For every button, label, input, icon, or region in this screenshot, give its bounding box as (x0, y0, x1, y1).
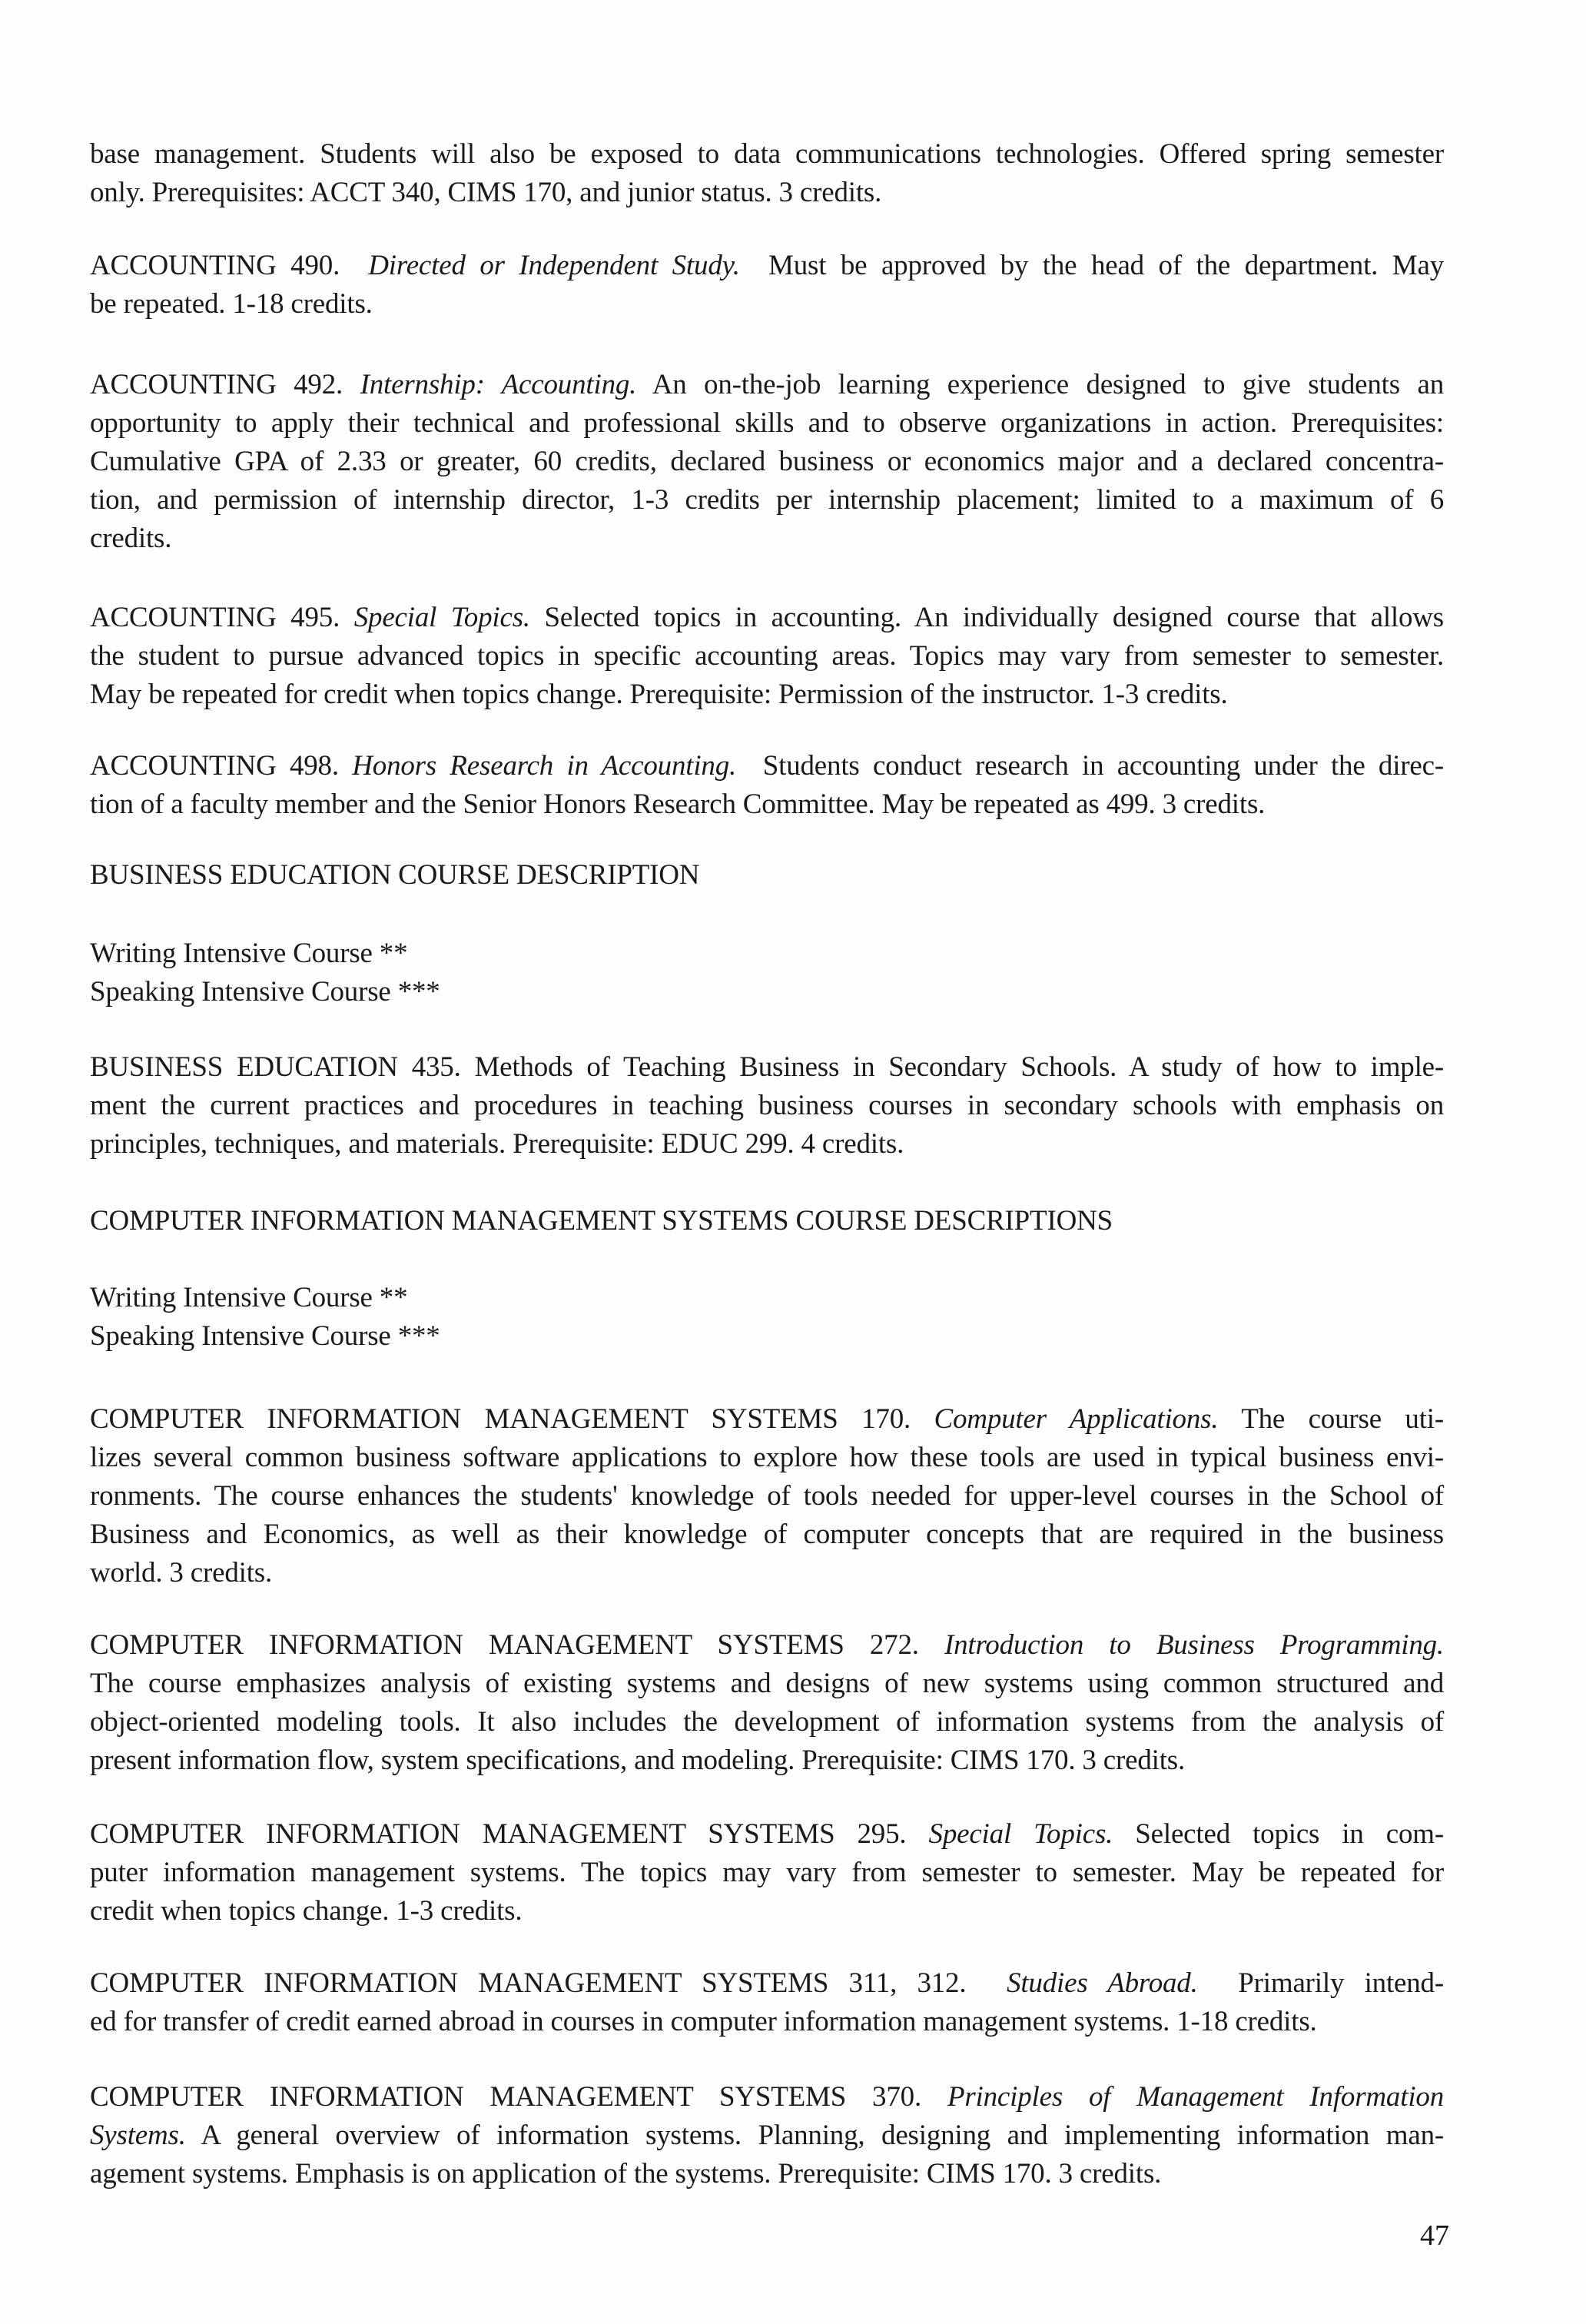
course-entry-cims-295 (90, 1815, 1444, 1931)
text-line: May be repeated for credit when topics change. Prerequisite: Permission of the instructor. 1-3 credits. (90, 679, 1228, 710)
text-line: be repeated. 1-18 credits. (90, 288, 373, 320)
course-title: Special Topics. (928, 1818, 1113, 1850)
text-line (90, 1048, 1444, 1087)
course-description: A study of how to imple- (1128, 1051, 1444, 1083)
text-line (90, 1400, 1444, 1439)
text-line: present information flow, system specifications, and modeling. Prerequisite: CIMS 170. 3 credits. (90, 1745, 1186, 1776)
text-line (90, 1964, 1444, 2003)
course-description: Must be approved by the head of the department. May (768, 250, 1444, 281)
course-code: BUSINESS EDUCATION 435. (90, 1051, 461, 1083)
text-line (90, 247, 1444, 285)
text-line: only. Prerequisites: ACCT 340, CIMS 170, and junior status. 3 credits. (90, 177, 882, 208)
course-title: Internship: Accounting. (360, 369, 637, 400)
course-entry-cims-311-312 (90, 1964, 1444, 2041)
text-line: The course emphasizes analysis of existing systems and designs of new systems using common structured and (90, 1668, 1444, 1699)
course-code: ACCOUNTING 492. (90, 369, 343, 400)
course-entry-cims-170 (90, 1400, 1444, 1592)
page-number: 47 (1420, 2219, 1449, 2252)
course-code: ACCOUNTING 498. (90, 750, 339, 782)
course-entry-acct-495 (90, 599, 1444, 714)
course-title: Directed or Independent Study. (368, 250, 740, 281)
course-title: Special Topics. (353, 602, 530, 633)
course-description: Selected topics in accounting. An individually designed course that allows (544, 602, 1445, 633)
text-line (90, 747, 1444, 785)
text-line (90, 1815, 1444, 1854)
text-line: tion, and permission of internship director, 1-3 credits per internship placement; limited to a maximum of 6 (90, 484, 1444, 516)
text-line (90, 599, 1444, 637)
course-entry-acct-498 (90, 747, 1444, 824)
legend-speaking-intensive: Speaking Intensive Course *** (90, 1320, 440, 1352)
course-code: COMPUTER INFORMATION MANAGEMENT SYSTEMS 370. (90, 2081, 921, 2113)
text-line: the student to pursue advanced topics in specific accounting areas. Topics may vary from semester to semester. (90, 640, 1444, 672)
course-title: Honors Research in Accounting. (352, 750, 737, 782)
text-line (90, 1626, 1444, 1665)
course-description: Selected topics in com- (1135, 1818, 1444, 1850)
section-heading-cims: COMPUTER INFORMATION MANAGEMENT SYSTEMS COURSE DESCRIPTIONS (90, 1205, 1113, 1237)
text-line: ronments. The course enhances the students' knowledge of tools needed for upper-level courses in the School of (90, 1480, 1444, 1512)
legend-writing-intensive: Writing Intensive Course ** (90, 938, 408, 969)
course-code: ACCOUNTING 495. (90, 602, 340, 633)
text-line (90, 366, 1444, 404)
course-title: Studies Abroad. (1007, 1967, 1198, 1999)
course-entry-acct-490 (90, 247, 1444, 324)
course-code: ACCOUNTING 490. (90, 250, 340, 281)
legend-writing-intensive: Writing Intensive Course ** (90, 1282, 408, 1313)
text-line: credit when topics change. 1-3 credits. (90, 1895, 523, 1927)
text-line: Cumulative GPA of 2.33 or greater, 60 credits, declared business or economics major and a declared concentra- (90, 446, 1444, 477)
course-code: COMPUTER INFORMATION MANAGEMENT SYSTEMS 295. (90, 1818, 907, 1850)
continuation-paragraph (90, 135, 1444, 212)
course-description: A general overview of information systems. Planning, designing and implementing information man- (201, 2120, 1444, 2151)
text-line: Business and Economics, as well as their knowledge of computer concepts that are required in the business (90, 1519, 1444, 1550)
course-title: Introduction to Business Programming. (944, 1629, 1444, 1661)
course-description: An on-the-job learning experience designed to give students an (652, 369, 1444, 400)
text-line (90, 2078, 1444, 2116)
text-line: agement systems. Emphasis is on application of the systems. Prerequisite: CIMS 170. 3 credits. (90, 2158, 1162, 2190)
text-line: tion of a faculty member and the Senior Honors Research Committee. May be repeated as 499. 3 credits. (90, 788, 1266, 820)
course-code: COMPUTER INFORMATION MANAGEMENT SYSTEMS 311, 312. (90, 1967, 967, 1999)
text-line: lizes several common business software applications to explore how these tools are used in typical business envi- (90, 1442, 1444, 1473)
course-code: COMPUTER INFORMATION MANAGEMENT SYSTEMS 272. (90, 1629, 919, 1661)
text-line (90, 2116, 1444, 2155)
text-line: credits. (90, 523, 172, 554)
text-line: base management. Students will also be exposed to data communications technologies. Offered spring semester (90, 138, 1444, 170)
course-title: Principles of Management Information (947, 2081, 1444, 2113)
text-line: ed for transfer of credit earned abroad in courses in computer information management systems. 1-18 credits. (90, 2006, 1317, 2037)
course-entry-acct-492 (90, 366, 1444, 558)
course-description: Primarily intend- (1238, 1967, 1444, 1999)
text-line: opportunity to apply their technical and professional skills and to observe organizations in action. Prerequisites: (90, 407, 1444, 439)
text-line: world. 3 credits. (90, 1557, 273, 1589)
legend-speaking-intensive: Speaking Intensive Course *** (90, 976, 440, 1008)
text-line: object-oriented modeling tools. It also includes the development of information systems from the analysis of (90, 1706, 1444, 1738)
text-line: puter information management systems. The topics may vary from semester to semester. May be repeated for (90, 1857, 1444, 1888)
course-entry-cims-370 (90, 2078, 1444, 2193)
course-title: Computer Applications. (934, 1403, 1219, 1435)
course-title: Methods of Teaching Business in Secondary Schools. (474, 1051, 1117, 1083)
course-description: The course uti- (1241, 1403, 1444, 1435)
course-code: COMPUTER INFORMATION MANAGEMENT SYSTEMS 170. (90, 1403, 911, 1435)
course-title-continued: Systems. (90, 2120, 186, 2151)
course-description: Students conduct research in accounting under the direc- (762, 750, 1444, 782)
course-entry-bued-435 (90, 1048, 1444, 1164)
course-entry-cims-272 (90, 1626, 1444, 1780)
text-line: ment the current practices and procedures in teaching business courses in secondary schools with emphasis on (90, 1090, 1444, 1121)
text-line: principles, techniques, and materials. Prerequisite: EDUC 299. 4 credits. (90, 1128, 904, 1160)
section-heading-business-education: BUSINESS EDUCATION COURSE DESCRIPTION (90, 859, 700, 891)
